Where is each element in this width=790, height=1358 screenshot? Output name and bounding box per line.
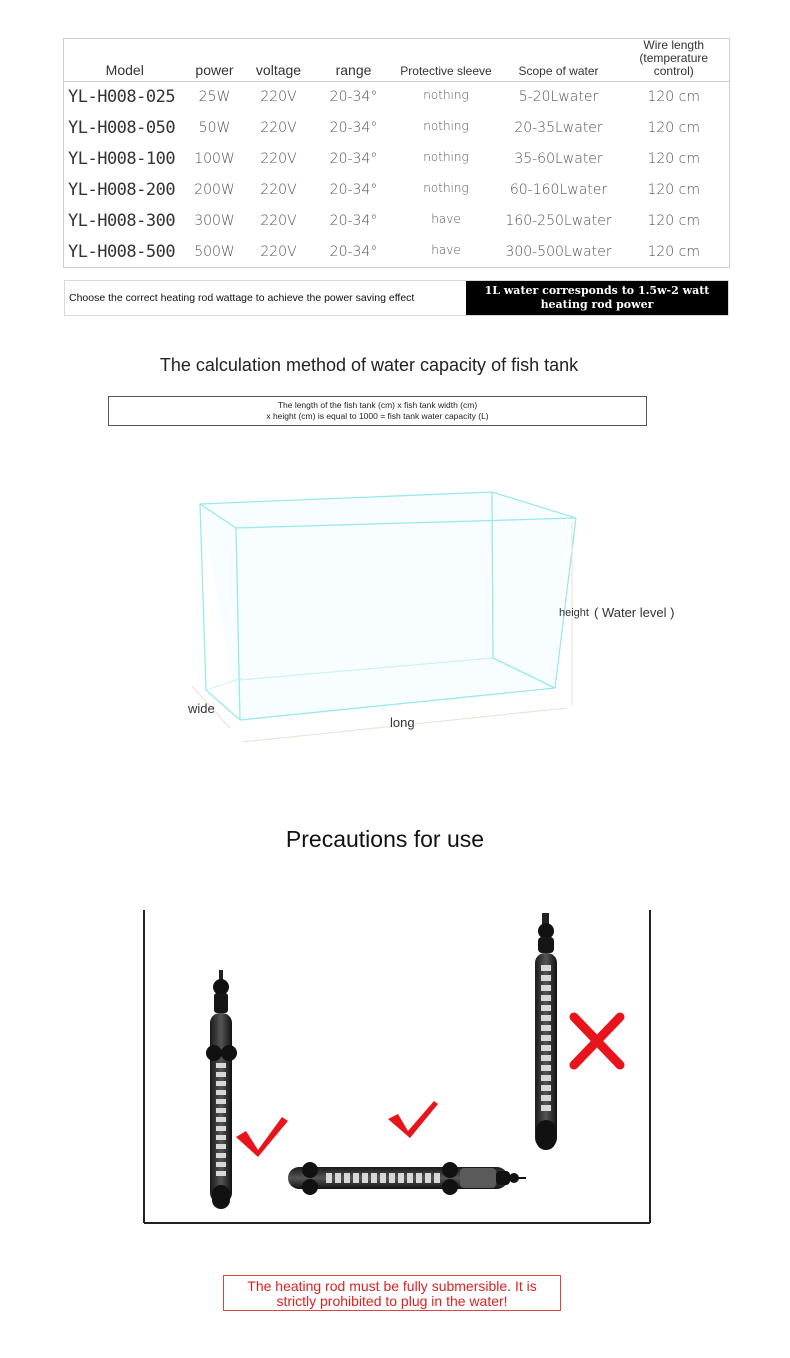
note-left-text: Choose the correct heating rod wattage to achieve the power saving effect [69,292,415,304]
table-row [64,144,730,175]
header-model: Model [105,62,144,78]
cell-wire: 120 cm [647,213,700,229]
cell-range: 20-34° [329,213,378,229]
formula-box [108,396,647,426]
cell-voltage: 220V [260,243,297,260]
cell-sleeve: have [431,211,461,226]
cell-model: YL-H008-025 [68,87,176,108]
cell-power: 200W [194,182,235,198]
cell-scope: 300-500Lwater [505,243,612,260]
cell-range: 20-34° [329,151,378,167]
header-wire [619,39,730,82]
cell-sleeve: nothing [423,118,469,133]
precautions-title: Precautions for use [285,826,485,852]
label-height: height [559,607,589,619]
cell-scope: 20-35Lwater [514,120,603,136]
cell-wire: 120 cm [647,151,700,167]
cell-voltage: 220V [260,120,297,136]
header-range: range [335,62,372,78]
cell-sleeve: nothing [423,88,469,102]
calc-title: The calculation method of water capacity of fish tank [159,355,579,375]
cell-range: 20-34° [329,243,378,260]
cell-model: YL-H008-050 [68,118,176,138]
header-sleeve: Protective sleeve [400,64,492,78]
cell-scope: 35-60Lwater [514,151,603,167]
cell-voltage: 220V [260,151,297,167]
heating-rod-icon [535,913,557,1150]
cell-wire: 120 cm [647,120,700,136]
cell-range: 20-34° [329,120,378,136]
cell-sleeve: nothing [423,180,469,195]
precautions-diagram [130,905,660,1230]
cell-model: YL-H008-300 [68,211,176,231]
check-mark-icon [388,1101,438,1138]
check-mark-icon [236,1117,288,1157]
header-voltage: voltage [255,62,302,78]
cell-wire: 120 cm [647,182,700,198]
cell-range: 20-34° [329,182,378,198]
cell-scope: 160-250Lwater [505,213,612,229]
formula-line2: x height (cm) is equal to 1000 = fish tank water capacity (L) [266,411,489,421]
header-scope: Scope of water [518,64,599,78]
cell-power: 500W [194,243,235,260]
cell-wire: 120 cm [647,89,700,106]
cell-sleeve: nothing [423,149,469,164]
cell-power: 100W [194,151,235,167]
label-water-level: ( Water level ) [594,605,675,620]
cell-power: 25W [198,89,231,106]
warning-line2: strictly prohibited to plug in the water! [276,1293,508,1309]
header-power: power [195,62,234,78]
cell-voltage: 220V [260,182,297,198]
header-wire-line1: Wire length [643,38,705,52]
cell-scope: 5-20Lwater [518,89,599,106]
cross-mark-icon [574,1017,620,1065]
cell-voltage: 220V [260,89,297,106]
cell-voltage: 220V [260,213,297,229]
cell-power: 50W [198,120,231,136]
cell-model: YL-H008-500 [68,241,176,262]
heating-rod-icon [206,970,237,1209]
cell-range: 20-34° [329,89,378,106]
warning-box [223,1275,561,1311]
note-right-text: 1L water corresponds to 1.5w-2 watt heating rod power [466,281,728,315]
cell-wire: 120 cm [647,243,700,260]
table-row [64,175,730,206]
cell-sleeve: have [431,242,461,257]
cell-power: 300W [194,213,235,229]
spec-table [63,38,730,268]
table-header-row [64,39,730,82]
wattage-note [64,280,729,316]
cell-model: YL-H008-200 [68,180,176,200]
cell-model: YL-H008-100 [68,149,176,169]
formula-line1: The length of the fish tank (cm) x fish tank width (cm) [277,400,478,410]
warning-line1: The heating rod must be fully submersible. It is [247,1278,537,1294]
header-wire-line2: (temperature control) [639,51,709,78]
table-row [64,82,730,113]
table-row [64,113,730,144]
label-long: long [390,715,415,730]
label-wide: wide [188,701,215,716]
table-row [64,206,730,237]
heating-rod-icon [288,1162,526,1195]
cell-scope: 60-160Lwater [509,182,608,198]
table-row [64,237,730,268]
